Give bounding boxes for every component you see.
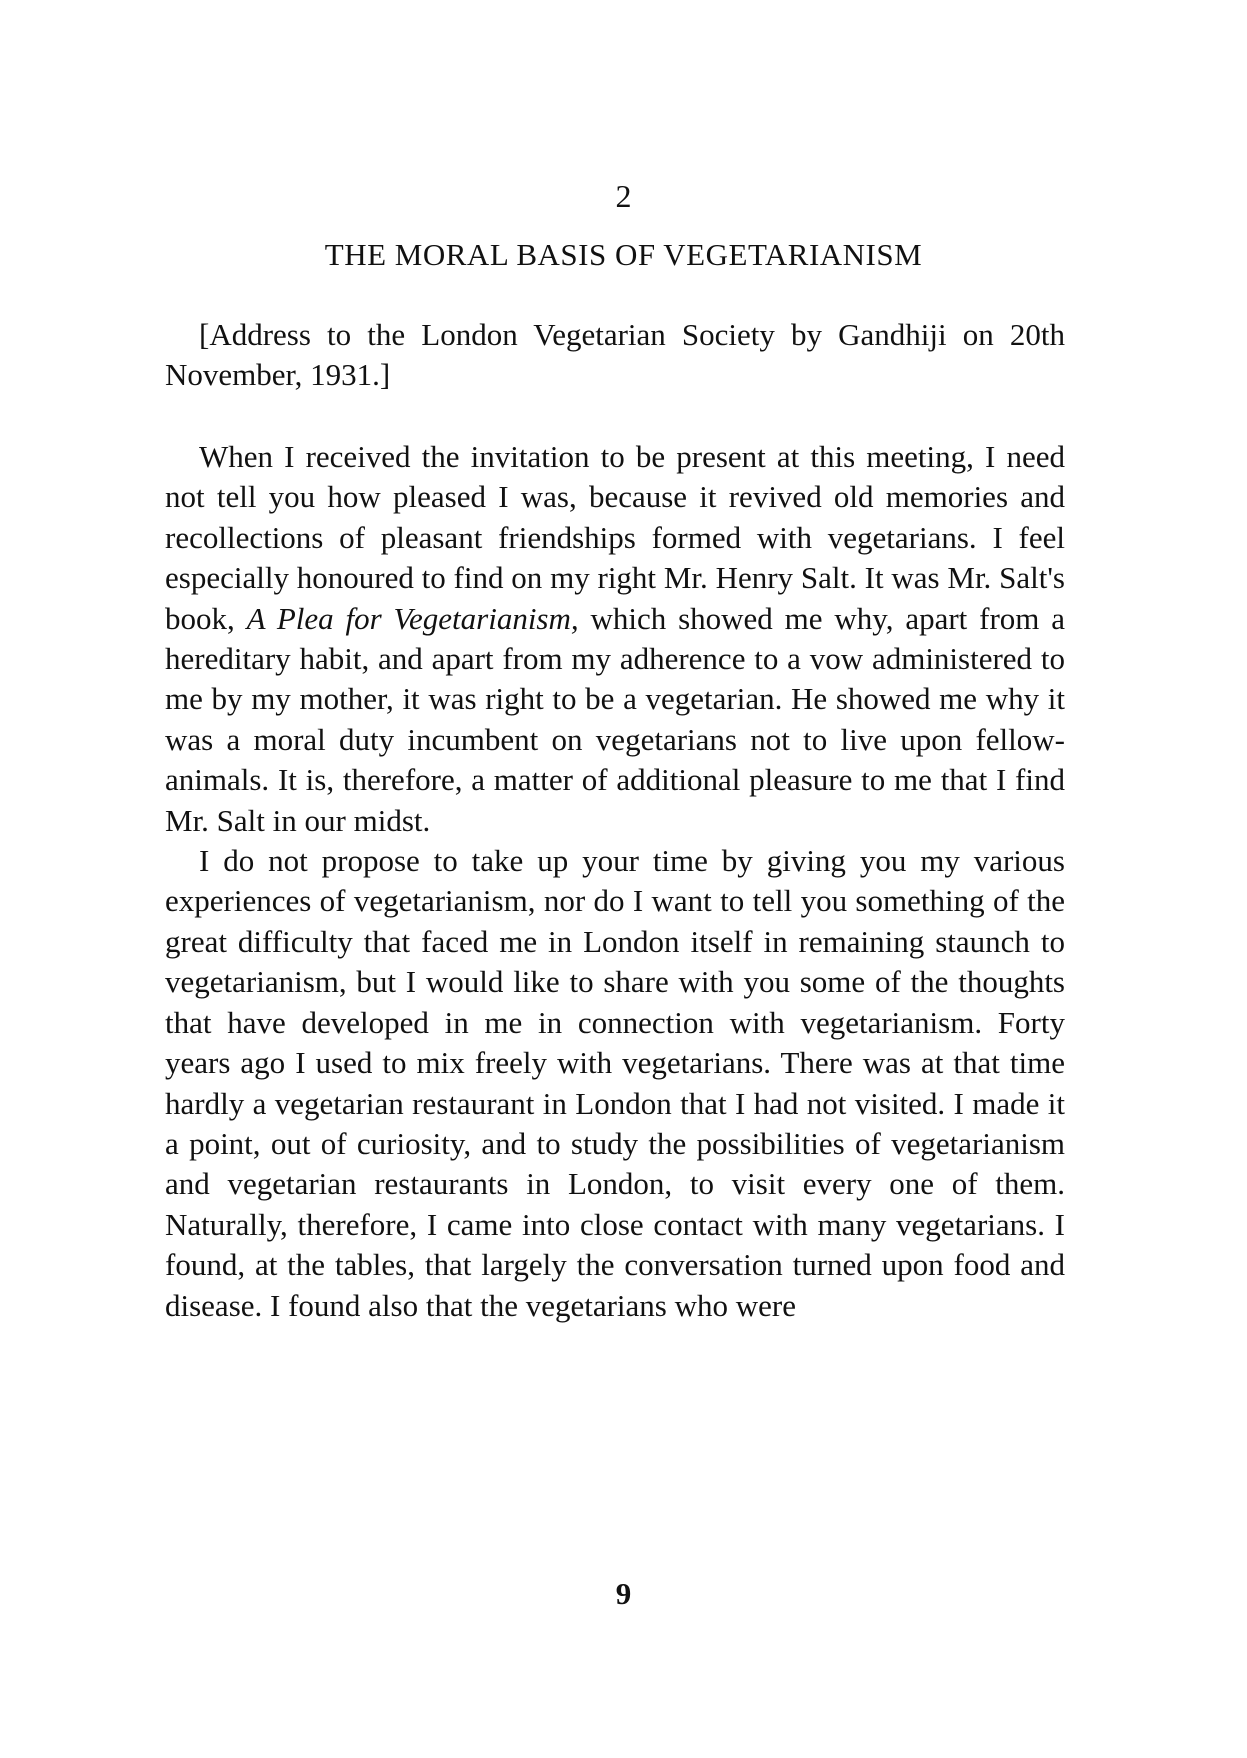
paragraph-1-end: which showed me why, apart from a hereditary habit, and apart from my adherence to a vow administered to me by my mother, it was right to be a vegetarian. He showed me why it was a moral duty incumbent on vegetarians not to live upon fellow-animals. It is, therefore, a matter of additional pleasure to me that I find Mr. Salt in our midst.	[165, 600, 1066, 838]
page-number: 9	[615, 1576, 632, 1611]
address-note-text: [Address to the London Vegetarian Society by Gandhiji on 20th November, 1931.]	[165, 317, 1065, 393]
book-title: A Plea for Vegetarianism,	[246, 600, 579, 636]
paragraph-1	[165, 437, 1065, 841]
chapter-number: 2	[615, 178, 632, 214]
address-note	[165, 315, 1065, 396]
paragraph-1-start: When I received the invitation to be present at this meeting, I need not tell you how pleased I was, because it revived old memories and recollections of pleasant friendships formed with vegetarians. I feel especially honoured to find on my right Mr. Henry Salt. It was Mr. Salt's book,	[165, 439, 1065, 636]
paragraph-2: I do not propose to take up your time by giving you my various experiences of vegetarianism, nor do I want to tell you something of the great difficulty that faced me in London itself in remaining staunch to vegetarianism, but I would like to share with you some of the thoughts that have developed in me in connection with vegetarianism. Forty years ago I used to mix freely with vegetarians. There was at that time hardly a vegetarian restaurant in London that I had not visited. I made it a point, out of curiosity, and to study the possibilities of vegetarianism and vegetarian restaurants in London, to visit every one of them. Naturally, therefore, I came into close contact with many vegetarians. I found, at the tables, that largely the conversation turned upon food and disease. I found also that the vegetarians who were	[165, 843, 1065, 1323]
body-text	[165, 437, 1065, 1326]
chapter-title: THE MORAL BASIS OF VEGETARIANISM	[324, 237, 923, 272]
